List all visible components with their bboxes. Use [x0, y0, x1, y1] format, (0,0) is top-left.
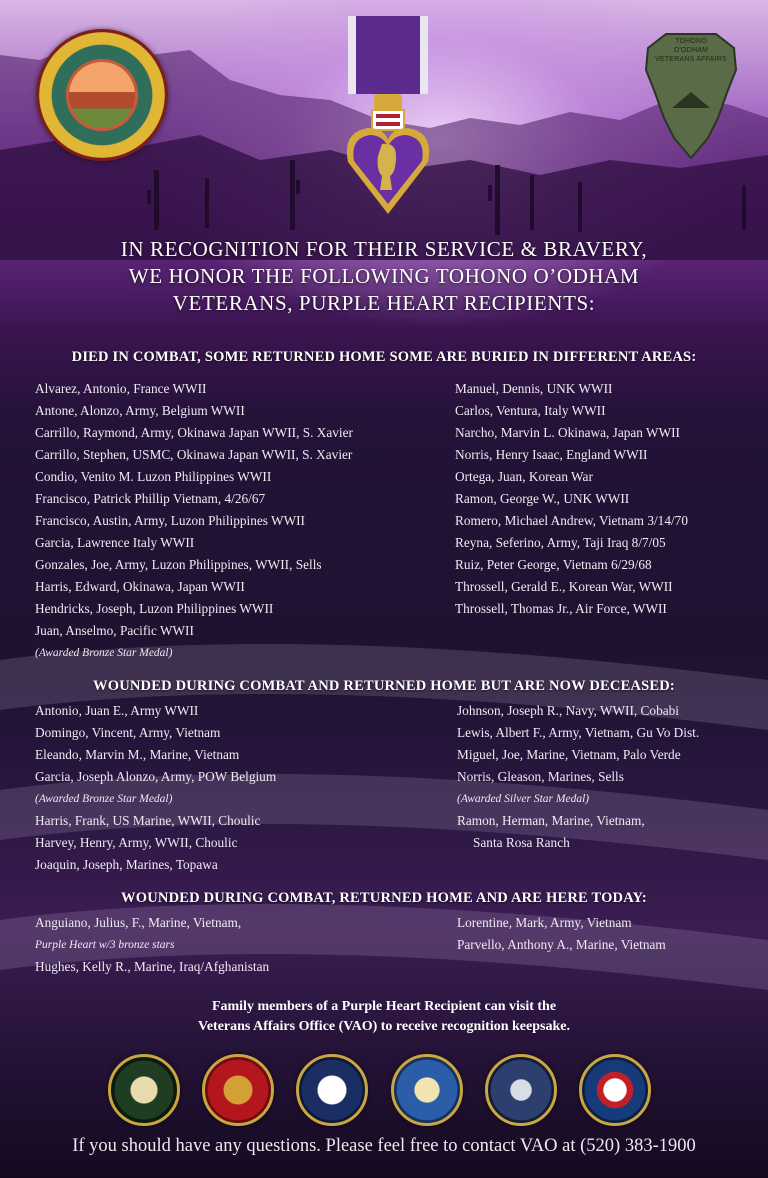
family-note-line-2: Veterans Affairs Office (VAO) to receive recognition keepsake.: [198, 1019, 570, 1034]
list-item: Carrillo, Stephen, USMC, Okinawa Japan WWII, S. Xavier: [35, 447, 353, 462]
list-item: Eleando, Marvin M., Marine, Vietnam: [35, 747, 240, 762]
purple-heart-medal-icon: [340, 14, 436, 222]
list-item: Domingo, Vincent, Army, Vietnam: [35, 725, 221, 740]
wounded-deceased-list-right: [457, 700, 699, 854]
coast-guard-seal-icon: [579, 1054, 651, 1126]
section-title-wounded-deceased: WOUNDED DURING COMBAT AND RETURNED HOME BUT ARE NOW DECEASED:: [93, 678, 675, 694]
list-item: Harris, Edward, Okinawa, Japan WWII: [35, 579, 245, 594]
family-note-line-1: Family members of a Purple Heart Recipient can visit the: [211, 999, 557, 1014]
list-item: Lewis, Albert F., Army, Vietnam, Gu Vo Dist.: [457, 725, 700, 740]
list-item: Manuel, Dennis, UNK WWII: [455, 381, 613, 396]
list-item: Joaquin, Joseph, Marines, Topawa: [35, 857, 218, 872]
headline-line-3: VETERANS, PURPLE HEART RECIPIENTS:: [172, 291, 596, 315]
marine-corps-seal-icon: [202, 1054, 274, 1126]
logo-right-line3: VETERANS AFFAIRS: [655, 56, 727, 63]
list-item: Antone, Alonzo, Army, Belgium WWII: [35, 403, 245, 418]
list-item: Anguiano, Julius, F., Marine, Vietnam,: [35, 915, 242, 930]
list-item: Ortega, Juan, Korean War: [455, 469, 593, 484]
list-item: Parvello, Anthony A., Marine, Vietnam: [457, 937, 666, 952]
veterans-affairs-arrowhead-icon: [642, 30, 740, 160]
list-item: Harvey, Henry, Army, WWII, Choulic: [35, 835, 238, 850]
list-item: Ramon, George W., UNK WWII: [455, 491, 630, 506]
section-title-died-in-combat: DIED IN COMBAT, SOME RETURNED HOME SOME ARE BURIED IN DIFFERENT AREAS:: [71, 349, 697, 365]
headline: [0, 236, 768, 317]
list-item: Carrillo, Raymond, Army, Okinawa Japan WWII, S. Xavier: [35, 425, 353, 440]
headline-line-2: WE HONOR THE FOLLOWING TOHONO O’ODHAM: [128, 264, 640, 288]
navy-seal-icon: [296, 1054, 368, 1126]
list-item: Norris, Gleason, Marines, Sells: [457, 769, 624, 784]
logo-right-line1: TOHONO: [675, 38, 707, 45]
wounded-deceased-list-left: [35, 700, 276, 876]
list-item: Juan, Anselmo, Pacific WWII: [35, 623, 194, 638]
army-seal-icon: [108, 1054, 180, 1126]
logo-right-line2: O'ODHAM: [673, 47, 709, 54]
list-item: Norris, Henry Isaac, England WWII: [455, 447, 648, 462]
award-note: (Awarded Silver Star Medal): [457, 793, 590, 805]
list-item: Hendricks, Joseph, Luzon Philippines WWII: [35, 601, 274, 616]
list-item: Lorentine, Mark, Army, Vietnam: [457, 915, 632, 930]
headline-line-1: IN RECOGNITION FOR THEIR SERVICE & BRAVERY,: [120, 237, 648, 261]
list-item: Miguel, Joe, Marine, Vietnam, Palo Verde: [457, 747, 681, 762]
list-item: Romero, Michael Andrew, Vietnam 3/14/70: [455, 513, 688, 528]
space-force-seal-icon: [485, 1054, 557, 1126]
died-in-combat-list-right: [455, 378, 688, 620]
list-item: Francisco, Austin, Army, Luzon Philippines WWII: [35, 513, 305, 528]
family-note: [0, 997, 768, 1037]
list-item: Alvarez, Antonio, France WWII: [35, 381, 207, 396]
list-item: Reyna, Seferino, Army, Taji Iraq 8/7/05: [455, 535, 666, 550]
list-item: Hughes, Kelly R., Marine, Iraq/Afghanistan: [35, 959, 270, 974]
list-item: Ruiz, Peter George, Vietnam 6/29/68: [455, 557, 652, 572]
award-note: Purple Heart w/3 bronze stars: [35, 939, 175, 951]
list-item: Johnson, Joseph R., Navy, WWII, Cobabi: [457, 703, 679, 718]
list-item: Gonzales, Joe, Army, Luzon Philippines, WWII, Sells: [35, 557, 322, 572]
air-force-seal-icon: [391, 1054, 463, 1126]
list-item: Carlos, Ventura, Italy WWII: [455, 403, 606, 418]
died-in-combat-list-left: [35, 378, 353, 664]
list-item: Garcia, Joseph Alonzo, Army, POW Belgium: [35, 769, 277, 784]
list-item: Throssell, Gerald E., Korean War, WWII: [455, 579, 673, 594]
list-item: Antonio, Juan E., Army WWII: [35, 703, 199, 718]
service-seals: [108, 1054, 656, 1126]
list-item: Throssell, Thomas Jr., Air Force, WWII: [455, 601, 667, 616]
tohono-oodham-nation-seal-icon: [36, 29, 168, 161]
award-note: (Awarded Bronze Star Medal): [35, 793, 173, 805]
section-title-here-today: WOUNDED DURING COMBAT, RETURNED HOME AND ARE HERE TODAY:: [121, 890, 647, 906]
here-today-list-left: [35, 912, 269, 978]
list-item: Francisco, Patrick Phillip Vietnam, 4/26/67: [35, 491, 266, 506]
here-today-list-right: [457, 912, 666, 956]
list-item: Santa Rosa Ranch: [473, 835, 570, 850]
list-item: Harris, Frank, US Marine, WWII, Choulic: [35, 813, 261, 828]
contact-line: If you should have any questions. Please feel free to contact VAO at (520) 383-1900: [72, 1136, 696, 1156]
list-item: Condio, Venito M. Luzon Philippines WWII: [35, 469, 272, 484]
list-item: Ramon, Herman, Marine, Vietnam,: [457, 813, 645, 828]
list-item: Garcia, Lawrence Italy WWII: [35, 535, 195, 550]
list-item: Narcho, Marvin L. Okinawa, Japan WWII: [455, 425, 680, 440]
award-note: (Awarded Bronze Star Medal): [35, 647, 173, 659]
